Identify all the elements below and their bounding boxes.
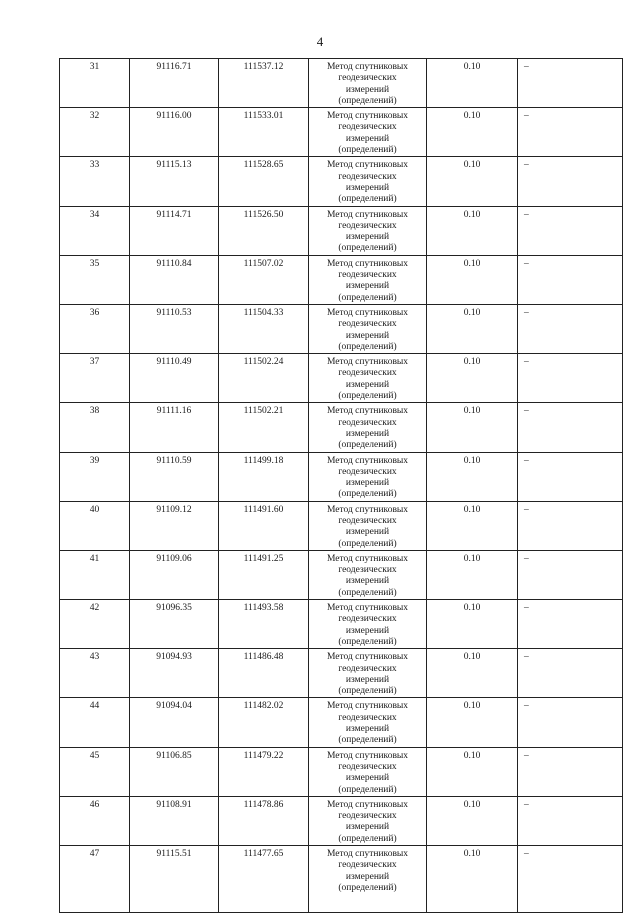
method-text-line: геодезических xyxy=(338,171,397,182)
method-text-line: Метод спутниковых xyxy=(326,111,409,122)
method-text-line: (определений) xyxy=(338,194,397,205)
accuracy-cell: 0.10 xyxy=(427,59,518,108)
point-number-cell: 45 xyxy=(60,747,130,796)
method-cell xyxy=(309,600,427,649)
table-row xyxy=(60,354,623,403)
method-text-line: измерений xyxy=(345,330,390,341)
description-cell: – xyxy=(518,600,623,649)
description-cell: – xyxy=(518,452,623,501)
method-cell xyxy=(309,452,427,501)
method-text-line: измерений xyxy=(345,871,390,882)
method-text-line: геодезических xyxy=(338,368,397,379)
table-row xyxy=(60,501,623,550)
x-coordinate-cell: 91096.35 xyxy=(130,600,219,649)
y-coordinate-cell: 111533.01 xyxy=(219,108,309,157)
method-text-line: геодезических xyxy=(338,319,397,330)
accuracy-cell: 0.10 xyxy=(427,698,518,747)
method-text-line: измерений xyxy=(345,576,390,587)
method-text-line: измерений xyxy=(345,84,390,95)
method-cell xyxy=(309,59,427,108)
accuracy-cell: 0.10 xyxy=(427,649,518,698)
description-cell: – xyxy=(518,255,623,304)
method-text-line: (определений) xyxy=(338,882,397,893)
x-coordinate-cell: 91109.06 xyxy=(130,550,219,599)
method-text-line: геодезических xyxy=(338,761,397,772)
accuracy-cell: 0.10 xyxy=(427,452,518,501)
method-text-line: измерений xyxy=(345,232,390,243)
x-coordinate-cell: 91110.53 xyxy=(130,304,219,353)
method-cell xyxy=(309,846,427,913)
method-cell xyxy=(309,255,427,304)
method-cell xyxy=(309,157,427,206)
description-cell: – xyxy=(518,796,623,845)
method-cell xyxy=(309,108,427,157)
method-text-line: (определений) xyxy=(338,833,397,844)
point-number-cell: 37 xyxy=(60,354,130,403)
method-text-line: измерений xyxy=(345,625,390,636)
table-row xyxy=(60,698,623,747)
x-coordinate-cell: 91115.13 xyxy=(130,157,219,206)
table-row xyxy=(60,108,623,157)
x-coordinate-cell: 91106.85 xyxy=(130,747,219,796)
y-coordinate-cell: 111502.21 xyxy=(219,403,309,452)
description-cell: – xyxy=(518,501,623,550)
method-text-line: геодезических xyxy=(338,122,397,133)
y-coordinate-cell: 111482.02 xyxy=(219,698,309,747)
method-text-line: измерений xyxy=(345,379,390,390)
description-cell: – xyxy=(518,59,623,108)
description-cell: – xyxy=(518,304,623,353)
coordinates-table-body xyxy=(60,59,623,913)
x-coordinate-cell: 91110.59 xyxy=(130,452,219,501)
table-row xyxy=(60,59,623,108)
method-text-line: (определений) xyxy=(338,686,397,697)
y-coordinate-cell: 111504.33 xyxy=(219,304,309,353)
accuracy-cell: 0.10 xyxy=(427,747,518,796)
accuracy-cell: 0.10 xyxy=(427,403,518,452)
method-text-line: геодезических xyxy=(338,73,397,84)
description-cell: – xyxy=(518,550,623,599)
method-cell xyxy=(309,747,427,796)
method-text-line: Метод спутниковых xyxy=(326,504,409,515)
method-text-line: геодезических xyxy=(338,811,397,822)
method-text-line: Метод спутниковых xyxy=(326,160,409,171)
point-number-cell: 39 xyxy=(60,452,130,501)
table-row xyxy=(60,206,623,255)
description-cell: – xyxy=(518,206,623,255)
method-text-line: (определений) xyxy=(338,440,397,451)
point-number-cell: 34 xyxy=(60,206,130,255)
x-coordinate-cell: 91110.49 xyxy=(130,354,219,403)
method-text-line: (определений) xyxy=(338,145,397,156)
table-row xyxy=(60,846,623,913)
description-cell: – xyxy=(518,354,623,403)
table-row xyxy=(60,452,623,501)
accuracy-cell: 0.10 xyxy=(427,206,518,255)
method-text-line: (определений) xyxy=(338,784,397,795)
description-cell: – xyxy=(518,157,623,206)
method-text-line: (определений) xyxy=(338,489,397,500)
point-number-cell: 43 xyxy=(60,649,130,698)
method-text-line: (определений) xyxy=(338,735,397,746)
accuracy-cell: 0.10 xyxy=(427,354,518,403)
y-coordinate-cell: 111477.65 xyxy=(219,846,309,913)
point-number-cell: 47 xyxy=(60,846,130,913)
method-text-line: (определений) xyxy=(338,243,397,254)
description-cell: – xyxy=(518,403,623,452)
x-coordinate-cell: 91115.51 xyxy=(130,846,219,913)
accuracy-cell: 0.10 xyxy=(427,157,518,206)
x-coordinate-cell: 91108.91 xyxy=(130,796,219,845)
accuracy-cell: 0.10 xyxy=(427,846,518,913)
y-coordinate-cell: 111526.50 xyxy=(219,206,309,255)
point-number-cell: 41 xyxy=(60,550,130,599)
method-cell xyxy=(309,501,427,550)
x-coordinate-cell: 91114.71 xyxy=(130,206,219,255)
method-text-line: измерений xyxy=(345,428,390,439)
method-cell xyxy=(309,649,427,698)
method-text-line: измерений xyxy=(345,724,390,735)
method-text-line: геодезических xyxy=(338,663,397,674)
method-text-line: (определений) xyxy=(338,636,397,647)
y-coordinate-cell: 111537.12 xyxy=(219,59,309,108)
table-row xyxy=(60,255,623,304)
point-number-cell: 33 xyxy=(60,157,130,206)
method-text-line: геодезических xyxy=(338,220,397,231)
y-coordinate-cell: 111491.25 xyxy=(219,550,309,599)
description-cell: – xyxy=(518,649,623,698)
table-row xyxy=(60,747,623,796)
method-text-line: (определений) xyxy=(338,341,397,352)
accuracy-cell: 0.10 xyxy=(427,501,518,550)
method-text-line: Метод спутниковых xyxy=(326,849,409,859)
method-text-line: измерений xyxy=(345,674,390,685)
method-text-line: измерений xyxy=(345,527,390,538)
x-coordinate-cell: 91109.12 xyxy=(130,501,219,550)
point-number-cell: 36 xyxy=(60,304,130,353)
method-cell xyxy=(309,206,427,255)
accuracy-cell: 0.10 xyxy=(427,600,518,649)
method-text-line: (определений) xyxy=(338,95,397,106)
method-text-line: геодезических xyxy=(338,565,397,576)
table-row xyxy=(60,649,623,698)
table-row xyxy=(60,600,623,649)
x-coordinate-cell: 91116.71 xyxy=(130,59,219,108)
method-text-line: Метод спутниковых xyxy=(326,553,409,564)
method-cell xyxy=(309,550,427,599)
point-number-cell: 32 xyxy=(60,108,130,157)
method-text-line: измерений xyxy=(345,133,390,144)
method-cell xyxy=(309,403,427,452)
table-row xyxy=(60,550,623,599)
method-text-line: геодезических xyxy=(338,466,397,477)
method-text-line: Метод спутниковых xyxy=(326,406,409,417)
y-coordinate-cell: 111502.24 xyxy=(219,354,309,403)
method-text-line: (определений) xyxy=(338,538,397,549)
x-coordinate-cell: 91094.93 xyxy=(130,649,219,698)
description-cell: – xyxy=(518,108,623,157)
method-text-line: измерений xyxy=(345,773,390,784)
table-row xyxy=(60,796,623,845)
y-coordinate-cell: 111478.86 xyxy=(219,796,309,845)
point-number-cell: 46 xyxy=(60,796,130,845)
y-coordinate-cell: 111479.22 xyxy=(219,747,309,796)
method-text-line: Метод спутниковых xyxy=(326,701,409,712)
table-row xyxy=(60,403,623,452)
method-text-line: Метод спутниковых xyxy=(326,258,409,269)
accuracy-cell: 0.10 xyxy=(427,304,518,353)
table-row xyxy=(60,304,623,353)
accuracy-cell: 0.10 xyxy=(427,550,518,599)
page-number: 4 xyxy=(316,34,324,49)
description-cell: – xyxy=(518,698,623,747)
method-text-line: Метод спутниковых xyxy=(326,799,409,810)
y-coordinate-cell: 111486.48 xyxy=(219,649,309,698)
y-coordinate-cell: 111499.18 xyxy=(219,452,309,501)
method-text-line: Метод спутниковых xyxy=(326,603,409,614)
y-coordinate-cell: 111507.02 xyxy=(219,255,309,304)
method-cell xyxy=(309,304,427,353)
method-text-line: Метод спутниковых xyxy=(326,750,409,761)
x-coordinate-cell: 91116.00 xyxy=(130,108,219,157)
point-number-cell: 35 xyxy=(60,255,130,304)
method-text-line: (определений) xyxy=(338,587,397,598)
method-text-line: геодезических xyxy=(338,270,397,281)
description-cell: – xyxy=(518,747,623,796)
method-cell xyxy=(309,354,427,403)
method-text-line: измерений xyxy=(345,182,390,193)
table-row xyxy=(60,157,623,206)
method-text-line: Метод спутниковых xyxy=(326,209,409,220)
method-cell xyxy=(309,796,427,845)
accuracy-cell: 0.10 xyxy=(427,796,518,845)
method-text-line: геодезических xyxy=(338,417,397,428)
accuracy-cell: 0.10 xyxy=(427,255,518,304)
method-text-line: Метод спутниковых xyxy=(326,307,409,318)
y-coordinate-cell: 111491.60 xyxy=(219,501,309,550)
method-text-line: геодезических xyxy=(338,860,397,871)
method-text-line: Метод спутниковых xyxy=(326,357,409,368)
y-coordinate-cell: 111493.58 xyxy=(219,600,309,649)
point-number-cell: 40 xyxy=(60,501,130,550)
x-coordinate-cell: 91094.04 xyxy=(130,698,219,747)
point-number-cell: 44 xyxy=(60,698,130,747)
accuracy-cell: 0.10 xyxy=(427,108,518,157)
coordinates-table xyxy=(59,58,623,913)
y-coordinate-cell: 111528.65 xyxy=(219,157,309,206)
method-text-line: измерений xyxy=(345,281,390,292)
method-text-line: Метод спутниковых xyxy=(326,62,409,72)
method-text-line: измерений xyxy=(345,822,390,833)
point-number-cell: 42 xyxy=(60,600,130,649)
method-cell xyxy=(309,698,427,747)
method-text-line: (определений) xyxy=(338,391,397,402)
method-text-line: (определений) xyxy=(338,292,397,303)
method-text-line: Метод спутниковых xyxy=(326,652,409,663)
method-text-line: измерений xyxy=(345,478,390,489)
x-coordinate-cell: 91110.84 xyxy=(130,255,219,304)
point-number-cell: 38 xyxy=(60,403,130,452)
method-text-line: геодезических xyxy=(338,712,397,723)
description-cell: – xyxy=(518,846,623,913)
x-coordinate-cell: 91111.16 xyxy=(130,403,219,452)
method-text-line: геодезических xyxy=(338,515,397,526)
method-text-line: геодезических xyxy=(338,614,397,625)
point-number-cell: 31 xyxy=(60,59,130,108)
method-text-line: Метод спутниковых xyxy=(326,455,409,466)
